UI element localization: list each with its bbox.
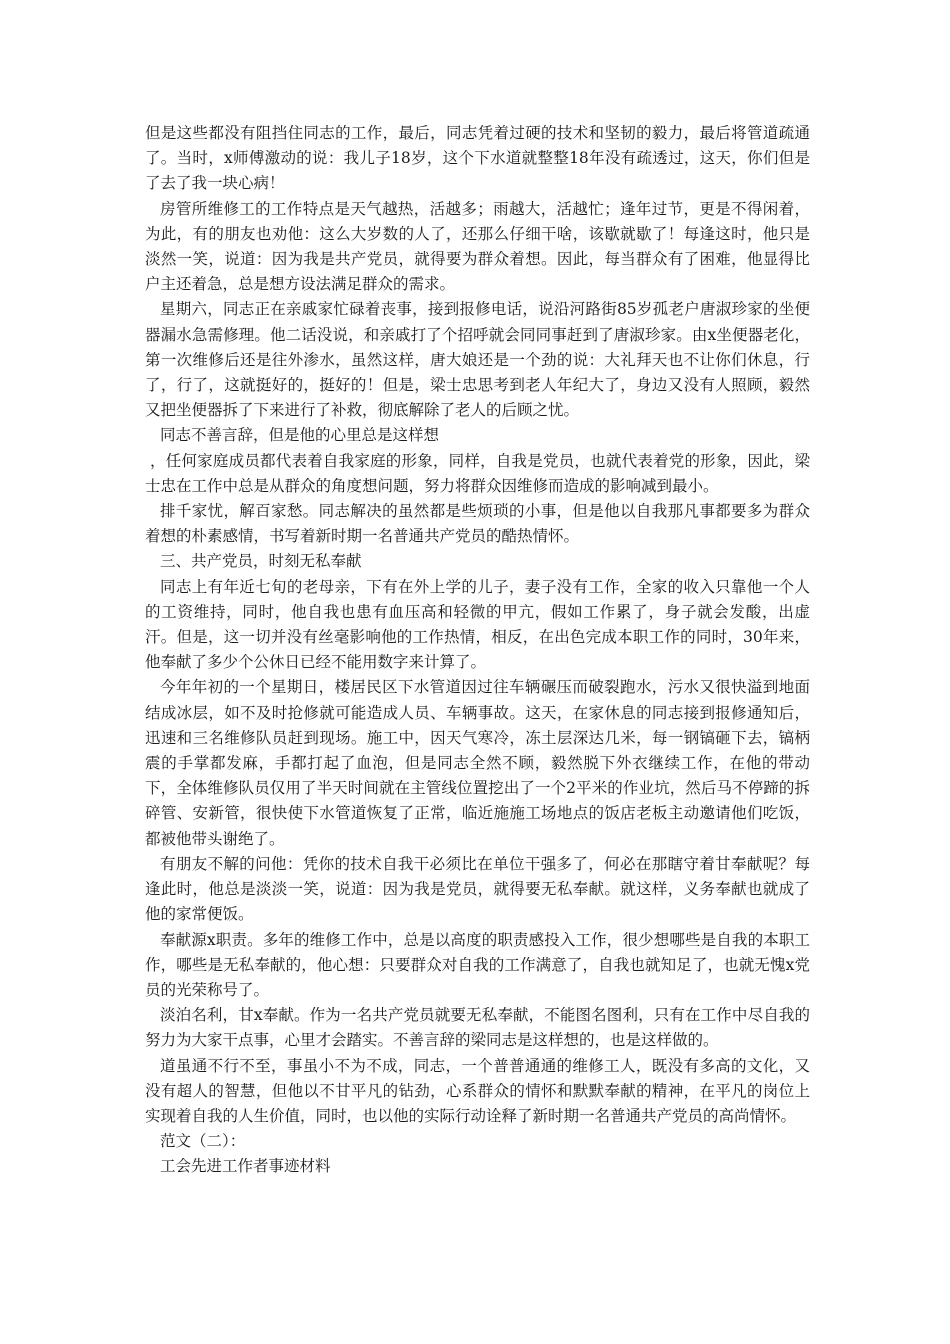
document-body: [145, 121, 810, 1180]
paragraph: ，任何家庭成员都代表着自我家庭的形象，同样，自我是党员，也就代表着党的形象，因此，梁士忠在工作中总是从群众的角度想问题，努力将群众因维修而造成的影响减到最小。: [145, 451, 810, 495]
paragraph: 房管所维修工的工作特点是天气越热，活越多；雨越大，活越忙；逢年过节，更是不得闲着，为此，有的朋友也劝他：这么大岁数的人了，还那么仔细干啥，该歇就歇了！每逢这时，他只是淡然一笑，说道：因为我是共产党员，就得要为群众着想。因此，每当群众有了困难，他显得比户主还着急，总是想方设法满足群众的需求。: [145, 199, 810, 294]
section-heading: 三、共产党员，时刻无私奉献: [160, 552, 362, 571]
section-label: 范文（二）：: [160, 1132, 246, 1151]
paragraph: 同志上有年近七旬的老母亲，下有在外上学的儿子，妻子没有工作，全家的收入只靠他一个人的工资维持，同时，他自我也患有血压高和轻微的甲亢，假如工作累了，身子就会发酸，出虚汗。但是，这一切并没有丝毫影响他的工作热情，相反，在出色完成本职工作的同时，30年来，他奉献了多少个公休日已经不能用数字来计算了。: [145, 577, 810, 672]
paragraph: 奉献源x职责。多年的维修工作中，总是以高度的职责感投入工作，很少想哪些是自我的本职工作，哪些是无私奉献的，他心想：只要群众对自我的工作满意了，自我也就知足了，也就无愧x党员的光荣称号了。: [145, 930, 810, 999]
paragraph: 但是这些都没有阻挡住同志的工作，最后，同志凭着过硬的技术和坚韧的毅力，最后将管道疏通了。当时，x师傅激动的说：我儿子18岁，这个下水道就整整18年没有疏透过，这天，你们但是了去了我一块心病！: [145, 124, 810, 193]
paragraph: 道虽通不行不至，事虽小不为不成，同志，一个普普通通的维修工人，既没有多高的文化，又没有超人的智慧，但他以不甘平凡的钻劲，心系群众的情怀和默默奉献的精神，在平凡的岗位上实现着自我的人生价值，同时，也以他的实际行动诠释了新时期一名普通共产党员的高尚情怀。: [145, 1056, 810, 1125]
paragraph: 排千家忧，解百家愁。同志解决的虽然都是些烦琐的小事，但是他以自我那凡事都要多为群众着想的朴素感情，书写着新时期一名普通共产党员的酷热情怀。: [145, 502, 810, 546]
paragraph: 今年年初的一个星期日，楼居民区下水管道因过往车辆碾压而破裂跑水，污水又很快溢到地面结成冰层，如不及时抢修就可能造成人员、车辆事故。这天，在家休息的同志接到报修通知后，迅速和三名维修队员赶到现场。施工中，因天气寒冷，冻土层深达几米，每一钢镐砸下去，镐柄震的手掌都发麻，手都打起了血泡，但是同志全然不顾，毅然脱下外衣继续工作，在他的带动下，全体维修队员仅用了半天时间就在主管线位置挖出了一个2平米的作业坑，然后马不停蹄的拆碎管、安新管，很快使下水管道恢复了正常，临近施施工场地点的饭店老板主动邀请他们吃饭，都被他带头谢绝了。: [145, 678, 810, 848]
document-title: 工会先进工作者事迹材料: [160, 1157, 331, 1176]
paragraph: 有朋友不解的问他：凭你的技术自我干必须比在单位干强多了，何必在那瞎守着甘奉献呢？每逢此时，他总是淡淡一笑，说道：因为我是党员，就得要无私奉献。就这样，义务奉献也就成了他的家常便饭。: [145, 854, 810, 924]
paragraph: 淡泊名利，甘x奉献。作为一名共产党员就要无私奉献，不能图名图利，只有在工作中尽自我的努力为大家干点事，心里才会踏实。不善言辞的梁同志是这样想的，也是这样做的。: [145, 1006, 810, 1050]
paragraph: 星期六，同志正在亲戚家忙碌着丧事，接到报修电话，说沿河路街85岁孤老户唐淑珍家的坐便器漏水急需修理。他二话没说，和亲戚打了个招呼就会同同事赶到了唐淑珍家。由x坐便器老化，第一次维修后还是往外渗水，虽然这样，唐大娘还是一个劲的说：大礼拜天也不让你们休息，行了，行了，这就挺好的，挺好的！但是，梁士忠思考到老人年纪大了，身边又没有人照顾，毅然又把坐便器拆了下来进行了补救，彻底解除了老人的后顾之忧。: [145, 300, 810, 420]
paragraph: 同志不善言辞，但是他的心里总是这样想: [160, 426, 440, 445]
